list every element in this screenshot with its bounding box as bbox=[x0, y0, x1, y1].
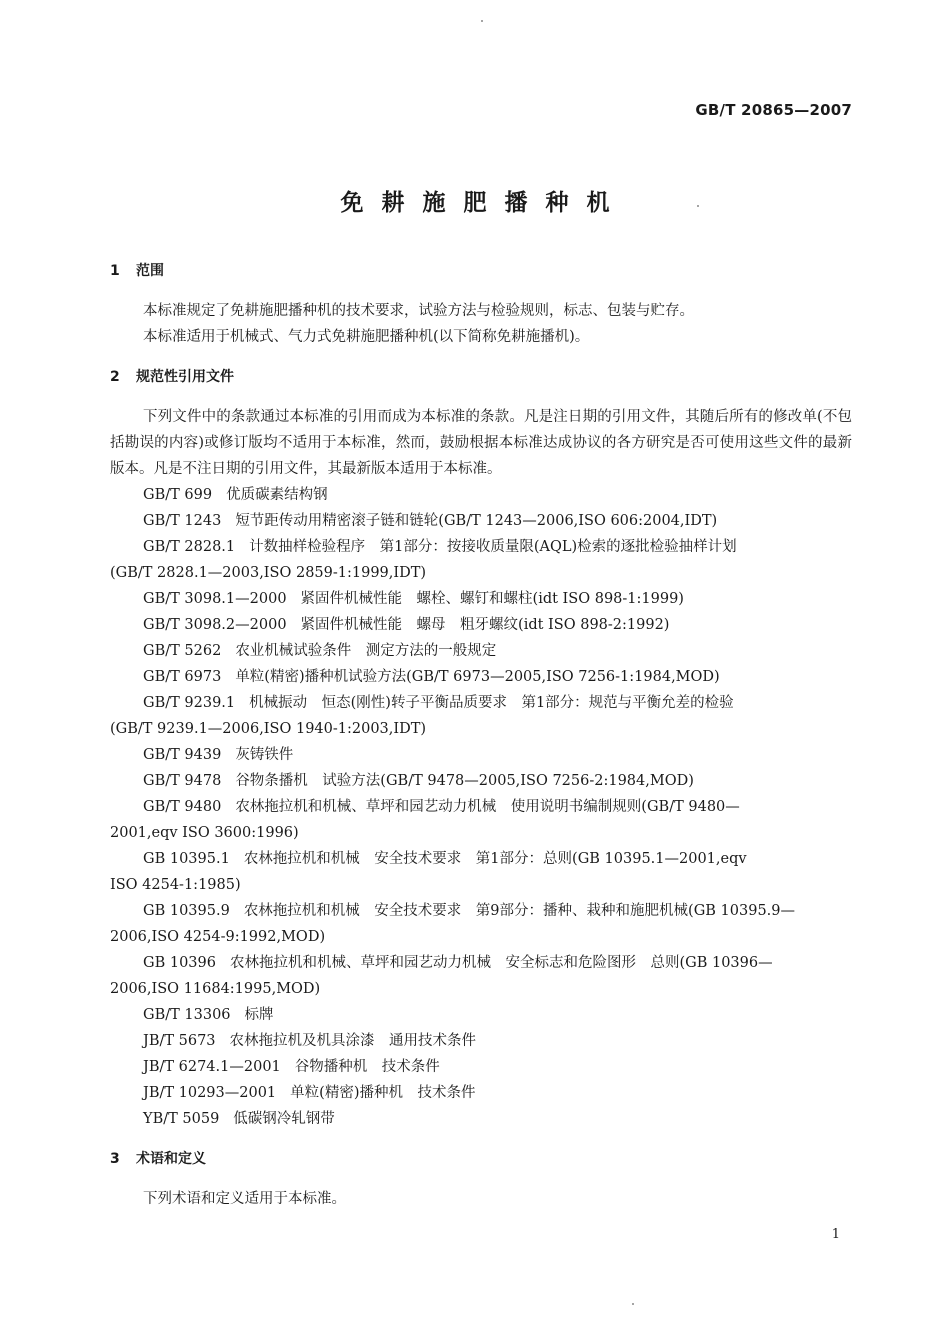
reference-code: GB/T 699 bbox=[143, 487, 213, 503]
reference-title: 农林拖拉机和机械 安全技术要求 第1部分：总则(GB 10395.1—2001,eqv bbox=[243, 851, 747, 867]
reference-line bbox=[110, 1002, 852, 1028]
reference-line bbox=[110, 638, 852, 664]
section-heading bbox=[110, 1146, 852, 1172]
scan-speck bbox=[697, 205, 699, 207]
reference-code: JB/T 10293—2001 bbox=[143, 1085, 277, 1101]
reference-item bbox=[110, 690, 852, 742]
reference-continuation: (GB/T 9239.1—2006,ISO 1940-1:2003,IDT) bbox=[110, 721, 427, 737]
reference-code: JB/T 5673 bbox=[143, 1033, 216, 1049]
reference-title: 低碳钢冷轧钢带 bbox=[233, 1111, 335, 1127]
reference-item bbox=[110, 586, 852, 612]
reference-code: GB/T 9439 bbox=[143, 747, 222, 763]
reference-item bbox=[110, 612, 852, 638]
reference-code: YB/T 5059 bbox=[143, 1111, 220, 1127]
section-title: 规范性引用文件 bbox=[136, 369, 234, 385]
section-2 bbox=[110, 364, 852, 1132]
reference-title: 计数抽样检验程序 第1部分：按接收质量限(AQL)检索的逐批检验抽样计划 bbox=[249, 539, 737, 555]
reference-item bbox=[110, 638, 852, 664]
reference-item bbox=[110, 1028, 852, 1054]
reference-code: GB/T 9480 bbox=[143, 799, 222, 815]
reference-code: GB/T 1243 bbox=[143, 513, 222, 529]
reference-code: GB/T 3098.1—2000 bbox=[143, 591, 287, 607]
reference-code: GB 10395.9 bbox=[143, 903, 230, 919]
section-heading bbox=[110, 258, 852, 284]
reference-line bbox=[110, 690, 852, 716]
reference-line bbox=[110, 742, 852, 768]
reference-title: 标牌 bbox=[244, 1007, 274, 1023]
reference-line bbox=[110, 534, 852, 560]
reference-code: GB 10395.1 bbox=[143, 851, 230, 867]
reference-continuation: ISO 4254-1:1985) bbox=[110, 877, 241, 893]
section-title: 术语和定义 bbox=[136, 1151, 206, 1167]
standard-code: GB/T 20865—2007 bbox=[695, 101, 852, 119]
reference-title: 短节距传动用精密滚子链和链轮(GB/T 1243—2006,ISO 606:2004,IDT) bbox=[235, 513, 718, 529]
reference-continuation: 2006,ISO 4254-9:1992,MOD) bbox=[110, 929, 326, 945]
section-heading bbox=[110, 364, 852, 390]
paragraph: 本标准规定了免耕施肥播种机的技术要求，试验方法与检验规则，标志、包装与贮存。 bbox=[143, 303, 694, 319]
reference-continuation: (GB/T 2828.1—2003,ISO 2859-1:1999,IDT) bbox=[110, 565, 427, 581]
reference-title: 优质碳素结构钢 bbox=[226, 487, 328, 503]
reference-code: GB/T 9478 bbox=[143, 773, 222, 789]
section-title: 范围 bbox=[136, 263, 164, 279]
reference-item bbox=[110, 1002, 852, 1028]
reference-item bbox=[110, 768, 852, 794]
reference-code: GB/T 3098.2—2000 bbox=[143, 617, 287, 633]
reference-continuation: 2006,ISO 11684:1995,MOD) bbox=[110, 981, 321, 997]
reference-title: 农林拖拉机及机具涂漆 通用技术条件 bbox=[229, 1033, 477, 1049]
reference-title: 紧固件机械性能 螺栓、螺钉和螺柱(idt ISO 898-1:1999) bbox=[300, 591, 684, 607]
section-number: 2 bbox=[110, 369, 120, 385]
reference-title: 灰铸铁件 bbox=[235, 747, 294, 763]
reference-code: GB/T 13306 bbox=[143, 1007, 231, 1023]
reference-code: GB 10396 bbox=[143, 955, 216, 971]
reference-title: 机械振动 恒态(刚性)转子平衡品质要求 第1部分：规范与平衡允差的检验 bbox=[249, 695, 734, 711]
reference-code: GB/T 6973 bbox=[143, 669, 222, 685]
reference-list bbox=[110, 482, 852, 1132]
reference-title: 农业机械试验条件 测定方法的一般规定 bbox=[235, 643, 497, 659]
reference-line bbox=[110, 846, 852, 872]
reference-item bbox=[110, 794, 852, 846]
section-number: 1 bbox=[110, 263, 120, 279]
reference-title: 谷物播种机 技术条件 bbox=[294, 1059, 440, 1075]
reference-line bbox=[110, 612, 852, 638]
reference-item bbox=[110, 898, 852, 950]
reference-line bbox=[110, 482, 852, 508]
reference-line bbox=[110, 586, 852, 612]
reference-line bbox=[110, 950, 852, 976]
scan-speck bbox=[481, 20, 483, 22]
reference-code: JB/T 6274.1—2001 bbox=[143, 1059, 281, 1075]
reference-title: 农林拖拉机和机械 安全技术要求 第9部分：播种、栽种和施肥机械(GB 10395.9— bbox=[243, 903, 796, 919]
reference-title: 农林拖拉机和机械、草坪和园艺动力机械 使用说明书编制规则(GB/T 9480— bbox=[235, 799, 740, 815]
section-number: 3 bbox=[110, 1151, 120, 1167]
paragraph: 下列术语和定义适用于本标准。 bbox=[143, 1191, 346, 1207]
reference-continuation: 2001,eqv ISO 3600:1996) bbox=[110, 825, 299, 841]
reference-item bbox=[110, 742, 852, 768]
reference-item bbox=[110, 534, 852, 586]
document-body bbox=[110, 258, 852, 1212]
reference-item bbox=[110, 1106, 852, 1132]
reference-line bbox=[110, 1106, 852, 1132]
reference-title: 单粒(精密)播种机 技术条件 bbox=[290, 1085, 476, 1101]
reference-line bbox=[110, 1054, 852, 1080]
page-number: 1 bbox=[831, 1227, 840, 1242]
intro-paragraph: 下列文件中的条款通过本标准的引用而成为本标准的条款。凡是注日期的引用文件，其随后所有的修改单(不包括勘误的内容)或修订版均不适用于本标准，然而，鼓励根据本标准达成协议的各方研究是否可使用这些文件的最新版本。凡是不注日期的引用文件，其最新版本适用于本标准。 bbox=[110, 409, 852, 477]
reference-code: GB/T 2828.1 bbox=[143, 539, 236, 555]
reference-title: 紧固件机械性能 螺母 粗牙螺纹(idt ISO 898-2:1992) bbox=[300, 617, 670, 633]
reference-line bbox=[110, 794, 852, 820]
reference-line bbox=[110, 508, 852, 534]
reference-title: 谷物条播机 试验方法(GB/T 9478—2005,ISO 7256-2:1984,MOD) bbox=[235, 773, 694, 789]
reference-item bbox=[110, 1054, 852, 1080]
section-1 bbox=[110, 258, 852, 350]
reference-code: GB/T 5262 bbox=[143, 643, 222, 659]
section-3 bbox=[110, 1146, 852, 1212]
reference-title: 农林拖拉机和机械、草坪和园艺动力机械 安全标志和危险图形 总则(GB 10396— bbox=[229, 955, 773, 971]
reference-line bbox=[110, 664, 852, 690]
document-title: 免耕施肥播种机 bbox=[340, 189, 628, 216]
reference-item bbox=[110, 1080, 852, 1106]
reference-line bbox=[110, 1080, 852, 1106]
reference-line bbox=[110, 898, 852, 924]
reference-line bbox=[110, 768, 852, 794]
reference-item bbox=[110, 508, 852, 534]
reference-line bbox=[110, 1028, 852, 1054]
reference-item bbox=[110, 482, 852, 508]
paragraph: 本标准适用于机械式、气力式免耕施肥播种机(以下简称免耕施播机)。 bbox=[143, 329, 590, 345]
scan-speck bbox=[632, 1303, 634, 1305]
reference-item bbox=[110, 950, 852, 1002]
reference-item bbox=[110, 664, 852, 690]
reference-item bbox=[110, 846, 852, 898]
reference-code: GB/T 9239.1 bbox=[143, 695, 236, 711]
reference-title: 单粒(精密)播种机试验方法(GB/T 6973—2005,ISO 7256-1:1984,MOD) bbox=[235, 669, 720, 685]
